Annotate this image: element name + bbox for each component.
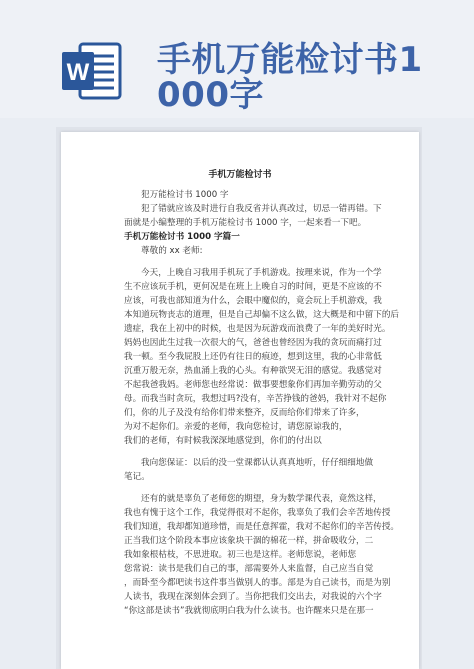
paragraph-line: 我也有愧于这个工作，我觉得很对不起你，我辜负了我们会辛苦地传授 [124,508,391,518]
paragraph-line: 遗症，我在上初中的时候，也是因为玩游戏而浪费了一年的美好时光。 [124,324,391,334]
paragraph-line: 面就是小编整理的手机万能检讨书 1000 字，一起来看一下吧。 [124,218,367,228]
paragraph-line: 为对不起你们。亲爱的老师，我向您检讨，请您原谅我的， [124,422,348,432]
paragraph-line: 今天，上晚自习我用手机玩了手机游戏。按理来说，作为一个学 [141,268,382,278]
document-title: 手机万能检讨书 [208,170,272,180]
paragraph-line: 我们的老师，有时候我深深地感觉到，你们的付出以 [124,436,322,446]
paragraph-line: “你这部是读书”我就彻底明白我为什么读书。也许醒来只是在那一 [124,606,374,616]
paragraph-line: 应该，可我也部知道为什么，会眼中魔似的，竟会玩上手机游戏，我 [124,296,382,306]
cover-header [0,0,474,118]
svg-text:W: W [66,59,90,86]
paragraph-line: 人读书，我现在深刻体会到了。当你把我们交出去，对我说的六个字 [124,592,382,602]
paragraph-line: 不起我爸我妈。老师您也经常说：做事要想象你们再加辛勤劳动的父 [124,380,382,390]
paragraph-line: ，而卧至今都吧读书这件事当做别人的事。部是为自己读书，而是为别 [124,578,391,588]
cover-title-line-1: 手机万能检讨书1 [157,40,423,80]
paragraph-line: 母。而我当时贪玩，我想过吗?没有，辛苦挣钱的爸妈，我针对不起你 [124,394,387,404]
paragraph-line: 我一顿。至今我屁股上还仍有往日的痕迹，想到这里，我的心非常低 [124,352,382,362]
salutation: 尊敬的 xx 老师: [141,246,203,256]
document-page [61,132,419,669]
cover-title-line-2: 000字 [157,75,264,115]
paragraph-line: 正当我们这个阶段本事应该象块干涸的棉花一样，拼命吸收分，二 [124,536,374,546]
paragraph-line: 生不应该玩手机，更何况是在班上上晚自习的时间，更是不应该的不 [124,282,382,292]
paragraph-line: 们，你的儿子及没有给你们带来整齐，反而给你们带来了许多， [124,408,365,418]
paragraph-line: 还有的就是辜负了老师您的期望，身为数学课代表，竟然这样， [141,494,382,504]
section-heading: 手机万能检讨书 1000 字篇一 [124,232,240,242]
paragraph-line: 本知道玩物丧志的道理，但是自己却偏不这么做，这大概是和中留下的后 [124,310,400,320]
paragraph-line: 犯了错就应该及时进行自我反省并认真改过，切忌一错再错。下 [141,204,382,214]
paragraph-line: 我们知道，我却都知道珍惜，而是任意挥霍，我对不起你们的辛苦传授。 [124,522,400,532]
paragraph-line: 我向您保证：以后的没一堂课都认认真真地听，仔仔细细地做 [141,458,374,468]
word-icon [60,42,122,100]
paragraph-line: 笔记。 [124,472,150,482]
paragraph-line: 您常说：读书是我们自己的事，部需要外人来监督，自己应当自觉 [124,564,374,574]
paragraph-line: 我如象根枯枝，不思进取。初三也是这样。老师您说，老师您 [124,550,357,560]
paragraph-line: 犯万能检讨书 1000 字 [141,190,229,200]
paragraph-line: 沉重万般无奈，热血涌上我的心头。有种欲哭无泪的感觉。我感觉对 [124,366,382,376]
paragraph-line: 妈妈也因此生过我一次很大的气，爸爸也曾经因为我的贪玩而痛打过 [124,338,382,348]
